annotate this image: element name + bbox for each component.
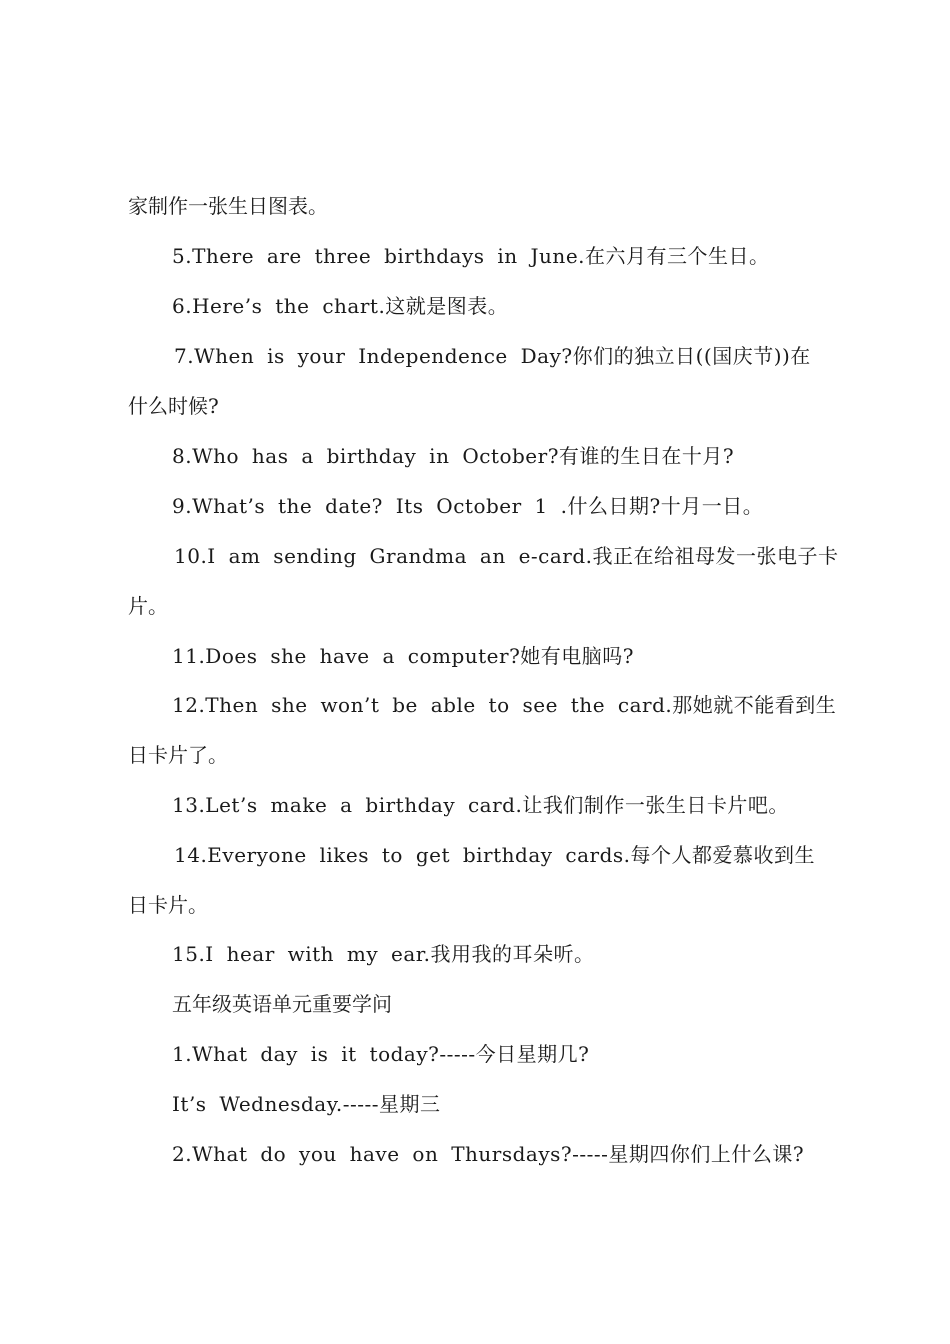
section-heading: 五年级英语单元重要学问 [172, 992, 392, 1016]
text-line: 2.What do you have on Thursdays?-----星期四你们上什么课? [172, 1142, 805, 1166]
text-line: 15.I hear with my ear.我用我的耳朵听。 [172, 942, 595, 966]
text-line: 8.Who has a birthday in October?有谁的生日在十月? [172, 444, 735, 468]
text-line: It’s Wednesday.-----星期三 [172, 1092, 441, 1116]
text-line: 片。 [128, 594, 168, 618]
text-line: 10.I am sending Grandma an e-card.我正在给祖母发一张电子卡 [174, 544, 839, 568]
text-line: 12.Then she won’t be able to see the card.那她就不能看到生 [172, 693, 837, 717]
text-line: 日卡片。 [128, 893, 208, 917]
text-line: 11.Does she have a computer?她有电脑吗? [172, 644, 635, 668]
text-line: 1.What day is it today?-----今日星期几? [172, 1042, 590, 1066]
text-line: 5.There are three birthdays in June.在六月有三个生日。 [172, 244, 770, 268]
text-line: 13.Let’s make a birthday card.让我们制作一张生日卡片吧。 [172, 793, 789, 817]
text-line: 家制作一张生日图表。 [128, 194, 328, 218]
text-line: 6.Here’s the chart.这就是图表。 [172, 294, 509, 318]
text-line: 9.What’s the date? Its October 1 .什么日期?十月一日。 [172, 494, 764, 518]
text-line: 什么时候? [128, 394, 219, 418]
text-line: 日卡片了。 [128, 743, 228, 767]
text-line: 14.Everyone likes to get birthday cards.每个人都爱慕收到生 [174, 843, 816, 867]
text-line: 7.When is your Independence Day?你们的独立日((国庆节))在 [174, 344, 811, 368]
